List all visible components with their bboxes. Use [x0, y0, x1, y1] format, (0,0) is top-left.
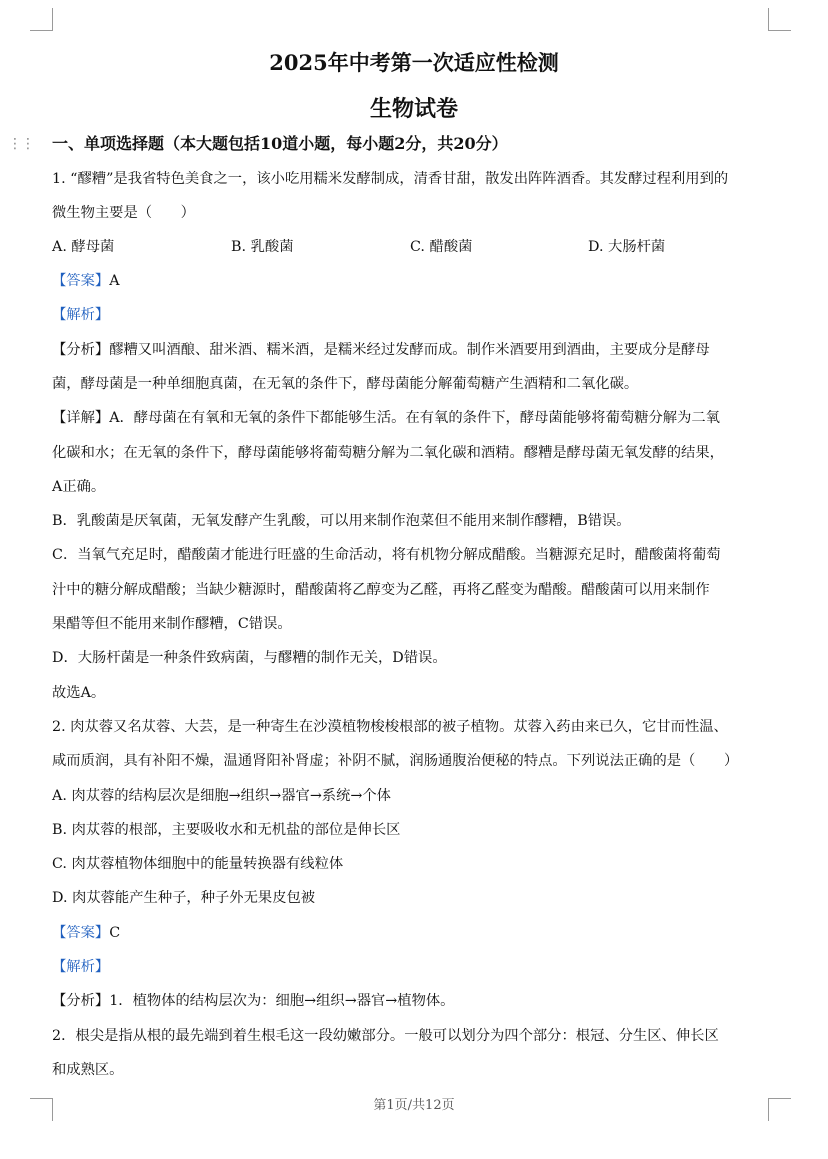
- answer-tag: 【答案】: [52, 925, 110, 941]
- q2-option-c: C. 肉苁蓉植物体细胞中的能量转换器有线粒体: [52, 856, 344, 872]
- q1-option-b: B. 乳酸菌: [231, 239, 294, 255]
- section-heading: 一、单项选择题（本大题包括10道小题，每小题2分，共20分）: [52, 134, 508, 153]
- q1-conclusion: 故选A。: [52, 685, 106, 701]
- q2-option-a: A. 肉苁蓉的结构层次是细胞→组织→器官→系统→个体: [52, 788, 391, 804]
- q1-detail-a-line-3: A正确。: [52, 479, 106, 495]
- q1-option-d: D. 大肠杆菌: [588, 239, 666, 255]
- drag-handle-icon[interactable]: ⋮⋮: [8, 136, 34, 152]
- q1-detail-c-line-2: 汁中的糖分解成醋酸；当缺少糖源时，醋酸菌将乙醇变为乙醛，再将乙醛变为醋酸。醋酸菌可以用来制作: [52, 582, 710, 598]
- q2-option-b: B. 肉苁蓉的根部，主要吸收水和无机盐的部位是伸长区: [52, 822, 401, 838]
- detail-tag: 【详解】: [52, 410, 110, 426]
- page-subtitle: 生物试卷: [369, 96, 458, 122]
- q1-detail-d: D．大肠杆菌是一种条件致病菌，与醪糟的制作无关，D错误。: [52, 650, 447, 666]
- q1-detail-b: B．乳酸菌是厌氧菌，无氧发酵产生乳酸，可以用来制作泡菜但不能用来制作醪糟，B错误。: [52, 513, 631, 529]
- q1-detail-a-line-2: 化碳和水；在无氧的条件下，酵母菌能够将葡萄糖分解为二氧化碳和酒精。醪糟是酵母菌无氧发酵的结果，: [52, 445, 724, 461]
- answer-value: A: [109, 273, 120, 289]
- q1-stem-line-1: 1. “醪糟”是我省特色美食之一，该小吃用糯米发酵制成，清香甘甜，散发出阵阵酒香。其发酵过程利用到的: [52, 171, 729, 187]
- corner-mark-top-right: [768, 8, 791, 31]
- q2-fenxi-line-1: [52, 991, 777, 1011]
- q1-answer: [52, 271, 777, 291]
- q2-analysis-tag: 【解析】: [52, 959, 110, 975]
- q1-fenxi-line-2: 菌，酵母菌是一种单细胞真菌，在无氧的条件下，酵母菌能分解葡萄糖产生酒精和二氧化碳。: [52, 376, 639, 392]
- fenxi-text: 1．植物体的结构层次为：细胞→组织→器官→植物体。: [109, 993, 455, 1009]
- q2-fenxi-line-2: 2．根尖是指从根的最先端到着生根毛这一段幼嫩部分。一般可以划分为四个部分：根冠、分生区、伸长区: [52, 1028, 719, 1044]
- detail-text: A．酵母菌在有氧和无氧的条件下都能够生活。在有氧的条件下，酵母菌能够将葡萄糖分解为二氧: [109, 410, 720, 426]
- page-number: 第1页/共12页: [373, 1098, 455, 1113]
- q1-option-a: A. 酵母菌: [52, 239, 115, 255]
- corner-mark-top-left: [30, 8, 53, 31]
- fenxi-tag: 【分析】: [52, 342, 110, 358]
- q2-answer: [52, 923, 777, 943]
- answer-value: C: [109, 925, 121, 941]
- q1-analysis-tag: 【解析】: [52, 307, 110, 323]
- page-title: 2025年中考第一次适应性检测: [269, 50, 559, 75]
- q1-stem-line-2: 微生物主要是（ ）: [52, 205, 195, 221]
- q1-option-c: C. 醋酸菌: [410, 239, 473, 255]
- fenxi-text: 醪糟又叫酒酿、甜米酒、糯米酒，是糯米经过发酵而成。制作米酒要用到酒曲，主要成分是酵母: [109, 342, 710, 358]
- q1-fenxi-line-1: [52, 340, 777, 360]
- fenxi-tag: 【分析】: [52, 993, 110, 1009]
- q2-fenxi-line-3: 和成熟区。: [52, 1062, 124, 1078]
- answer-tag: 【答案】: [52, 273, 110, 289]
- q1-detail-a-line-1: [52, 408, 777, 428]
- q2-stem-line-1: 2. 肉苁蓉又名苁蓉、大芸，是一种寄生在沙漠植物梭梭根部的被子植物。苁蓉入药由来已久，它甘而性温、: [52, 719, 728, 735]
- q1-detail-c-line-1: C．当氧气充足时，醋酸菌才能进行旺盛的生命活动，将有机物分解成醋酸。当糖源充足时，醋酸菌将葡萄: [52, 547, 721, 563]
- q2-stem-line-2: 咸而质润，具有补阳不燥，温通肾阳补肾虚；补阴不腻，润肠通腹治便秘的特点。下列说法正确的是（ ）: [52, 753, 739, 769]
- q2-option-d: D. 肉苁蓉能产生种子，种子外无果皮包被: [52, 890, 316, 906]
- q1-detail-c-line-3: 果醋等但不能用来制作醪糟，C错误。: [52, 616, 292, 632]
